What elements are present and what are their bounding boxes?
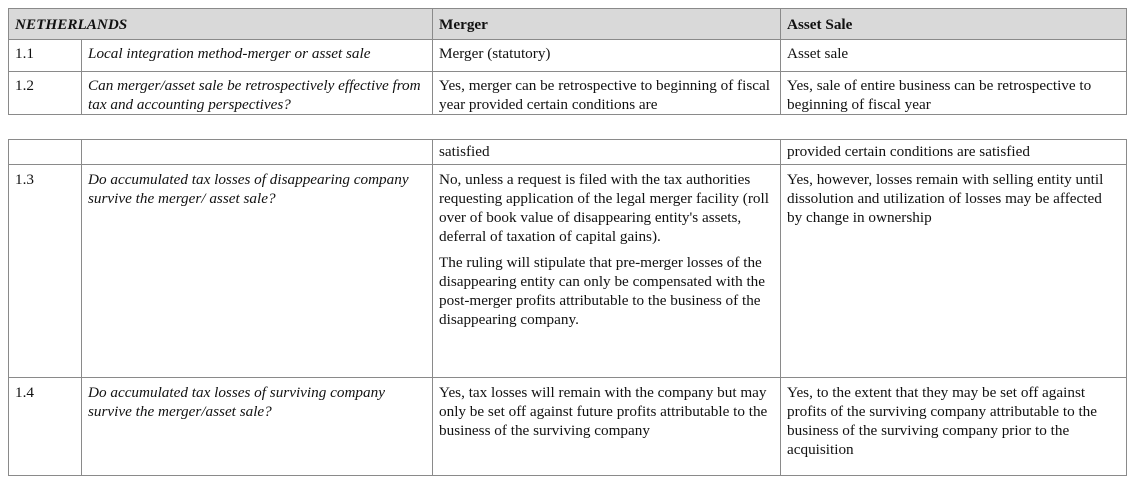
row-number: 1.3 xyxy=(9,165,82,378)
merger-paragraph: The ruling will stipulate that pre-merger losses of the disappearing entity can only be compensated with the post-merger profits attributable to the business of the disappearing company. xyxy=(439,254,766,328)
merger-paragraph: Merger (statutory) xyxy=(439,45,551,62)
asset-sale-cell xyxy=(781,40,1127,72)
row-question: Do accumulated tax losses of surviving company survive the merger/asset sale? xyxy=(82,378,433,476)
asset-sale-cell xyxy=(781,378,1127,476)
row-number xyxy=(9,140,82,165)
comparison-table-continued xyxy=(8,139,1127,476)
table-row xyxy=(9,72,1127,115)
row-question: Can merger/asset sale be retrospectively effective from tax and accounting perspectives? xyxy=(82,72,433,115)
merger-cell xyxy=(433,72,781,115)
header-row xyxy=(9,9,1127,40)
asset-sale-paragraph: Yes, however, losses remain with selling entity until dissolution and utilization of losses may be affected by change in ownership xyxy=(787,171,1104,226)
asset-sale-cell xyxy=(781,165,1127,378)
merger-paragraph: satisfied xyxy=(439,143,490,160)
merger-cell xyxy=(433,378,781,476)
table-row xyxy=(9,165,1127,378)
asset-sale-paragraph: Asset sale xyxy=(787,45,849,62)
row-number: 1.4 xyxy=(9,378,82,476)
merger-cell xyxy=(433,165,781,378)
country-header: NETHERLANDS xyxy=(9,9,433,40)
asset-sale-paragraph: provided certain conditions are satisfied xyxy=(787,143,1030,160)
row-number: 1.1 xyxy=(9,40,82,72)
row-question: Do accumulated tax losses of disappearing company survive the merger/ asset sale? xyxy=(82,165,433,378)
merger-column-header: Merger xyxy=(433,9,781,40)
merger-paragraph: Yes, tax losses will remain with the company but may only be set off against future profits attributable to the business of the surviving company xyxy=(439,384,768,439)
asset-sale-cell xyxy=(781,140,1127,165)
table-row xyxy=(9,378,1127,476)
asset-sale-column-header: Asset Sale xyxy=(781,9,1127,40)
merger-paragraph: No, unless a request is filed with the tax authorities requesting application of the legal merger facility (roll over of book value of disappearing entity's assets, deferral of taxation of capital gains). xyxy=(439,171,769,245)
merger-cell xyxy=(433,40,781,72)
table-row-continuation xyxy=(9,140,1127,165)
asset-sale-cell xyxy=(781,72,1127,115)
row-question: Local integration method-merger or asset sale xyxy=(82,40,433,72)
comparison-table-top xyxy=(8,8,1127,115)
merger-paragraph: Yes, merger can be retrospective to beginning of fiscal year provided certain conditions are xyxy=(439,77,770,113)
asset-sale-paragraph: Yes, to the extent that they may be set off against profits of the surviving company attributable to the business of the surviving company prior to the acquisition xyxy=(787,384,1098,458)
merger-cell xyxy=(433,140,781,165)
row-question xyxy=(82,140,433,165)
table-row xyxy=(9,40,1127,72)
asset-sale-paragraph: Yes, sale of entire business can be retrospective to beginning of fiscal year xyxy=(787,77,1092,113)
row-number: 1.2 xyxy=(9,72,82,115)
